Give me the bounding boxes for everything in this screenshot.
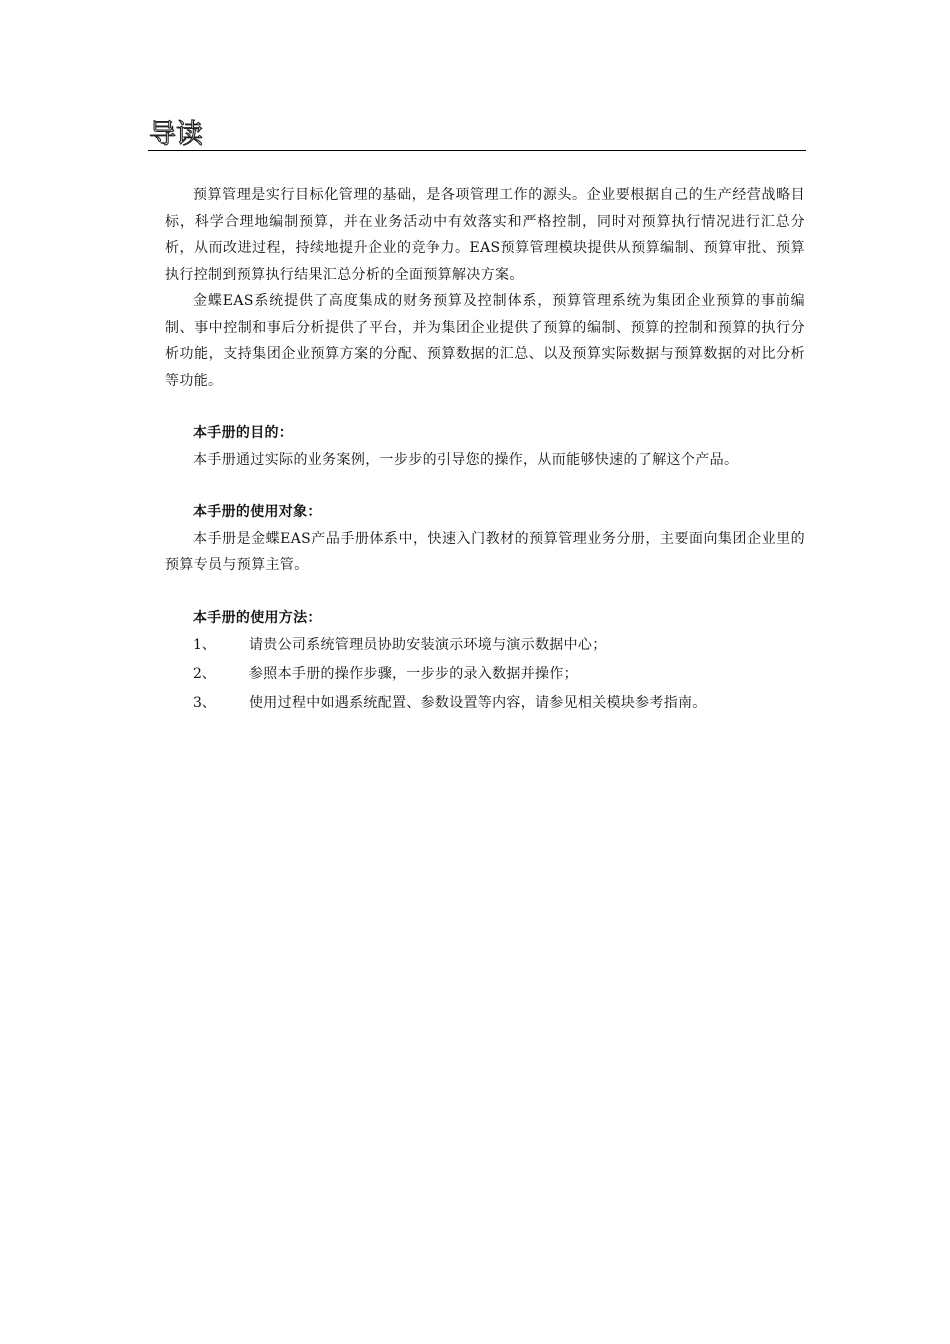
- step-text: 使用过程中如遇系统配置、参数设置等内容，请参见相关模块参考指南。: [249, 695, 707, 711]
- spacer: [165, 579, 805, 605]
- audience-heading: 本手册的使用对象：: [193, 504, 322, 520]
- step-number: 2、: [193, 666, 216, 682]
- intro-paragraph-1: 预算管理是实行目标化管理的基础，是各项管理工作的源头。企业要根据自己的生产经营战略目标，科学合理地编制预算，并在业务活动中有效落实和严格控制，同时对预算执行情况进行汇总分析，从而改进过程，持续地提升企业的竞争力。EAS预算管理模块提供从预算编制、预算审批、预算执行控制到预算执行结果汇总分析的全面预算解决方案。: [165, 187, 805, 283]
- audience-paragraph: 本手册是金蝶EAS产品手册体系中，快速入门教材的预算管理业务分册，主要面向集团企业里的预算专员与预算主管。: [165, 530, 805, 573]
- spacer: [165, 473, 805, 499]
- purpose-heading: 本手册的目的：: [193, 425, 294, 441]
- step-number: 1、: [193, 637, 216, 653]
- step-text: 参照本手册的操作步骤，一步步的录入数据并操作；: [249, 666, 578, 682]
- usage-step-3: [165, 689, 805, 718]
- usage-step-1: [165, 631, 805, 660]
- usage-step-2: [165, 660, 805, 689]
- document-body: [165, 182, 805, 718]
- step-text: 请贵公司系统管理员协助安装演示环境与演示数据中心；: [249, 637, 607, 653]
- page-header: [148, 112, 806, 151]
- page-title: 导读: [149, 119, 203, 150]
- purpose-paragraph: 本手册通过实际的业务案例，一步步的引导您的操作，从而能够快速的了解这个产品。: [193, 451, 739, 468]
- intro-paragraph-2: 金蝶EAS系统提供了高度集成的财务预算及控制体系，预算管理系统为集团企业预算的事前编制、事中控制和事后分析提供了平台，并为集团企业提供了预算的编制、预算的控制和预算的执行分析功能，支持集团企业预算方案的分配、预算数据的汇总、以及预算实际数据与预算数据的对比分析等功能。: [165, 293, 805, 389]
- step-number: 3、: [193, 695, 216, 711]
- usage-steps-list: [165, 631, 805, 718]
- spacer: [165, 394, 805, 420]
- usage-heading: 本手册的使用方法：: [193, 609, 322, 626]
